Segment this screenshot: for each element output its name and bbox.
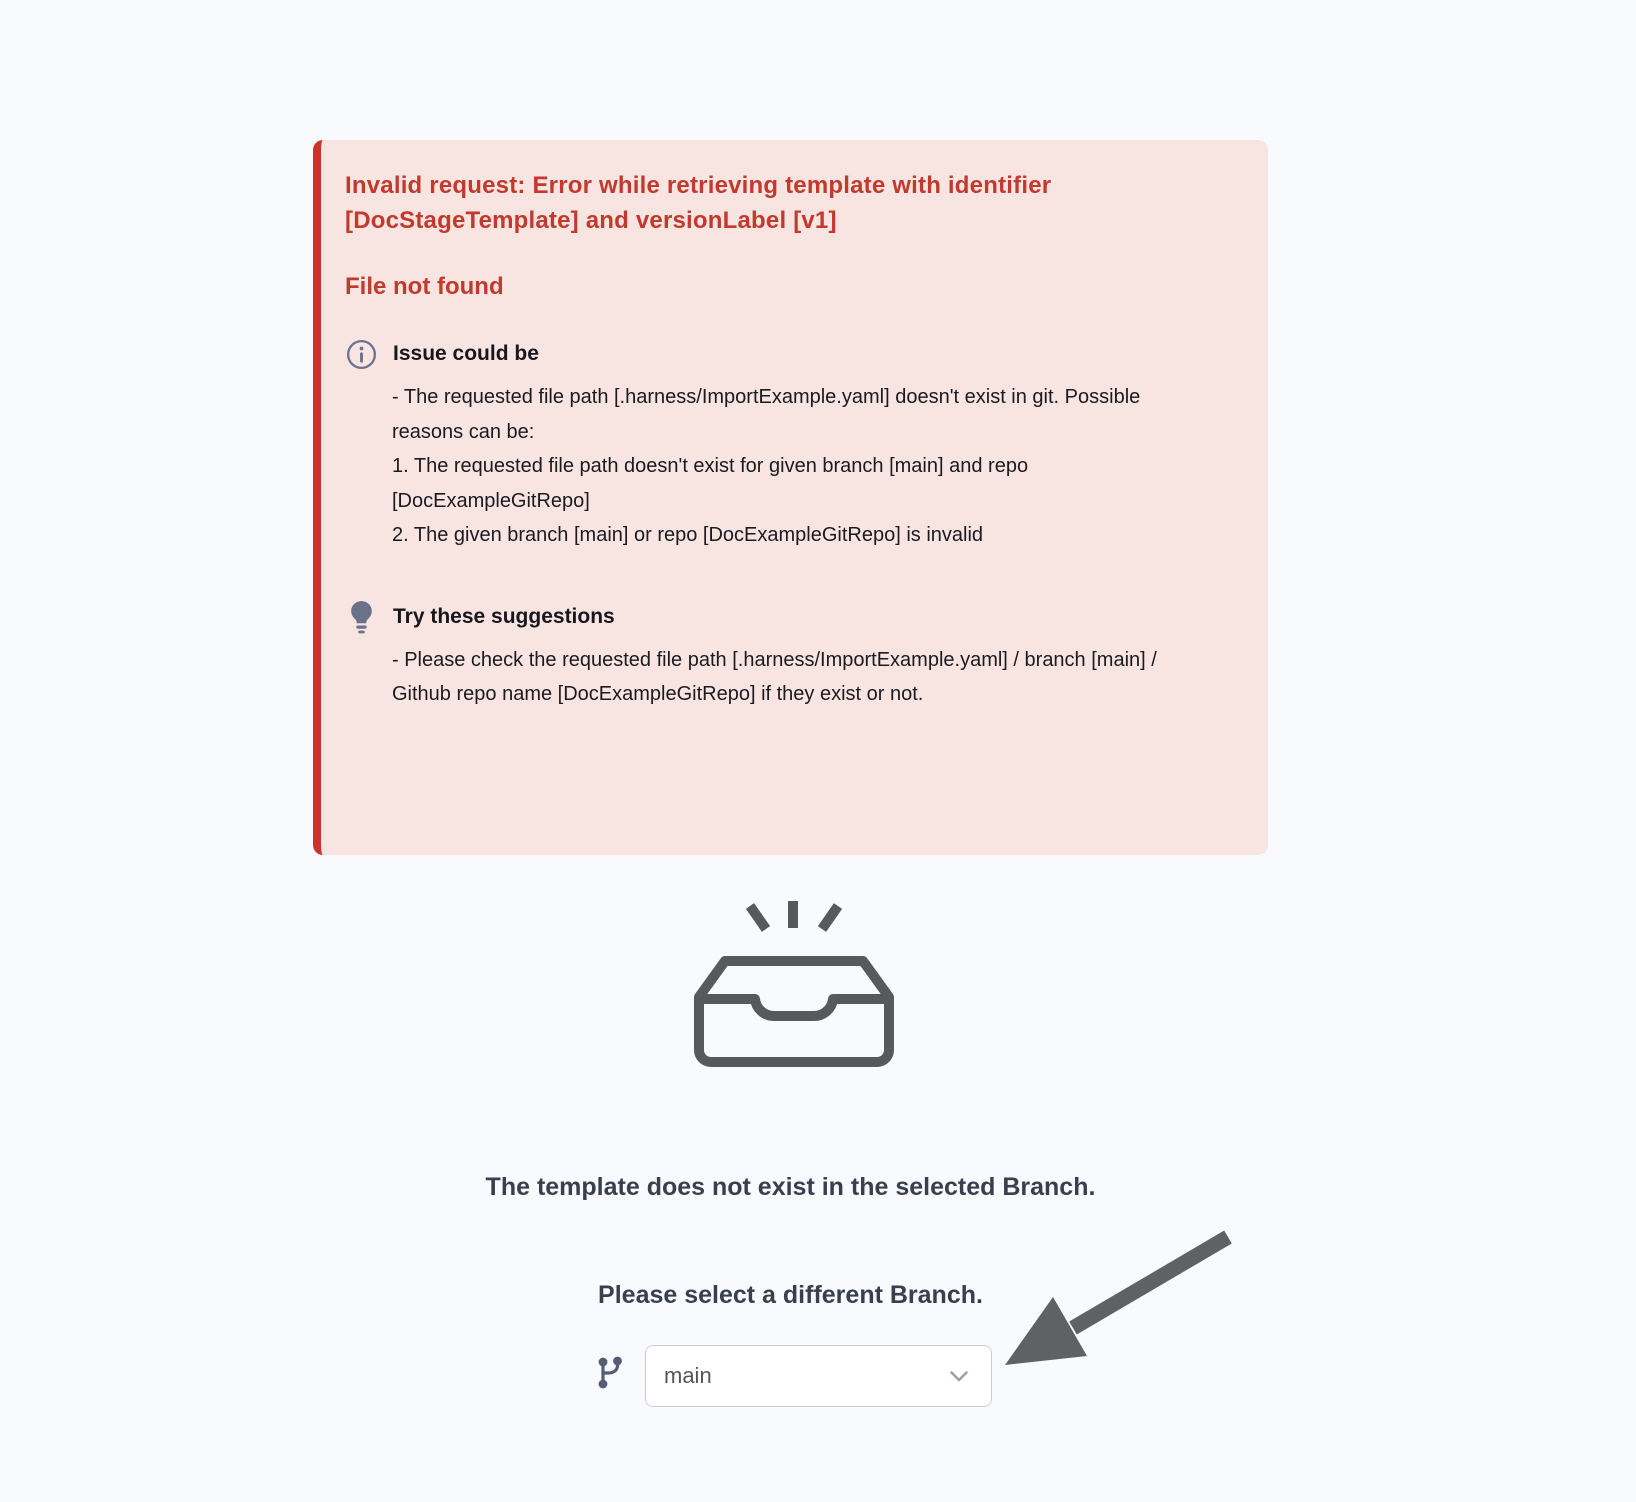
issue-section	[345, 336, 1178, 553]
suggestions-section	[345, 599, 1178, 712]
issue-line: - The requested file path [.harness/ImportExample.yaml] doesn't exist in git. Possible reasons can be:	[392, 386, 1141, 443]
git-branch-icon	[596, 1354, 624, 1392]
issue-body	[392, 380, 1182, 553]
suggestion-line: - Please check the requested file path [.harness/ImportExample.yaml] / branch [main] / Github repo name [DocExampleGitRepo] if they exist or not.	[392, 648, 1157, 705]
info-icon	[345, 336, 377, 372]
branch-select-dropdown[interactable]	[645, 1345, 992, 1407]
empty-state-instruction: Please select a different Branch.	[598, 1281, 983, 1309]
issue-heading: Issue could be	[393, 342, 539, 365]
suggestions-heading: Try these suggestions	[393, 604, 615, 628]
empty-state-message: The template does not exist in the selected Branch.	[485, 1173, 1096, 1201]
lightbulb-icon	[345, 599, 377, 635]
issue-line: 2. The given branch [main] or repo [DocExampleGitRepo] is invalid	[392, 524, 984, 546]
chevron-down-icon[interactable]	[949, 1370, 969, 1383]
arrow-pointer	[995, 1223, 1240, 1375]
error-banner	[313, 140, 1268, 855]
empty-inbox-icon	[694, 898, 894, 1073]
error-title: Invalid request: Error while retrieving template with identifier [DocStageTemplate] and versionLabel [v1]	[345, 172, 1052, 234]
branch-selected-value: main	[664, 1363, 712, 1388]
suggestions-body	[392, 643, 1182, 712]
error-subtitle: File not found	[345, 273, 504, 300]
issue-line: 1. The requested file path doesn't exist for given branch [main] and repo [DocExampleGitRepo]	[392, 455, 1029, 512]
